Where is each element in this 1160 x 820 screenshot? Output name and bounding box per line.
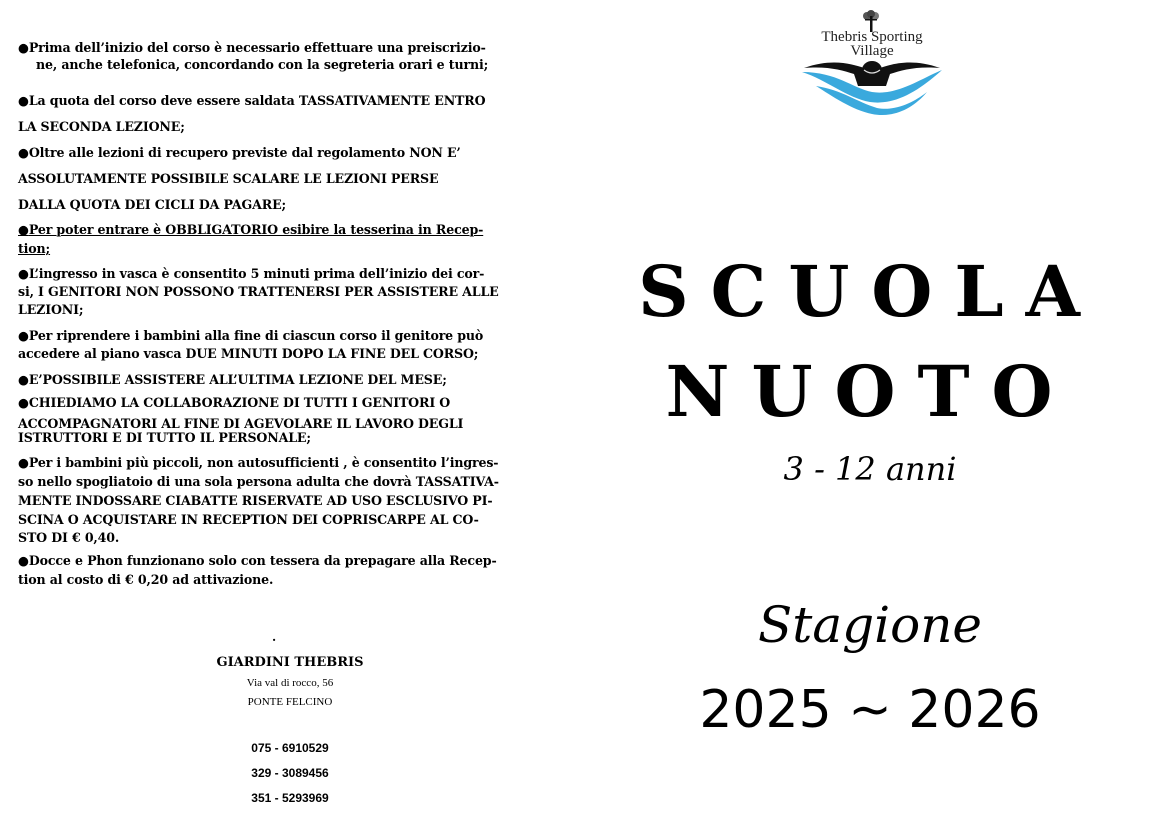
title-nuoto: NUOTO (665, 350, 1075, 433)
rule-line: MENTE INDOSSARE CIABATTE RISERVATE AD USO ESCLUSIVO PI- (18, 493, 493, 508)
dot-mark: . (272, 630, 277, 644)
rule-line: SCINA O ACQUISTARE IN RECEPTION DEI COPRISCARPE AL CO- (18, 512, 479, 527)
rule-line: tion; (18, 241, 51, 256)
rule-line: ISTRUTTORI E DI TUTTO IL PERSONALE; (18, 430, 311, 445)
logo (802, 8, 942, 118)
logo-subtitle: Village (850, 43, 894, 59)
title-scuola: SCUOLA (638, 250, 1102, 333)
phone-number: 075 - 6910529 (251, 741, 329, 755)
venue-city: PONTE FELCINO (247, 696, 333, 708)
rule-line: si, I GENITORI NON POSSONO TRATTENERSI PER ASSISTERE ALLE (18, 284, 499, 299)
logo-title: Thebris Sporting (821, 29, 923, 45)
rule-line: ●Per poter entrare è OBBLIGATORIO esibire la tesserina in Recep- (18, 222, 484, 237)
rule-line: ASSOLUTAMENTE POSSIBILE SCALARE LE LEZIONI PERSE (18, 171, 439, 186)
rule-line: ●Docce e Phon funzionano solo con tessera da prepagare alla Recep- (18, 553, 497, 568)
rule-line: LEZIONI; (18, 302, 84, 317)
season-label: Stagione (757, 596, 983, 654)
cover-panel (580, 0, 1160, 820)
rule-line: ●Per riprendere i bambini alla fine di ciascun corso il genitore può (18, 328, 484, 343)
rule-line: ●Oltre alle lezioni di recupero previste dal regolamento NON E’ (18, 145, 461, 160)
rule-line: accedere al piano vasca DUE MINUTI DOPO LA FINE DEL CORSO; (18, 346, 479, 361)
rule-line: ●Per i bambini più piccoli, non autosufficienti , è consentito l’ingres- (18, 455, 499, 470)
rule-line: ●L’ingresso in vasca è consentito 5 minuti prima dell’inizio dei cor- (18, 266, 485, 281)
rule-line: ●CHIEDIAMO LA COLLABORAZIONE DI TUTTI I GENITORI O (18, 395, 451, 410)
rule-line: so nello spogliatoio di una sola persona adulta che dovrà TASSATIVA- (18, 474, 499, 489)
rule-line: ACCOMPAGNATORI AL FINE DI AGEVOLARE IL LAVORO DEGLI (18, 416, 464, 431)
rule-line: ●E’POSSIBILE ASSISTERE ALL’ULTIMA LEZIONE DEL MESE; (18, 372, 447, 387)
rule-line: LA SECONDA LEZIONE; (18, 119, 185, 134)
rule-line: tion al costo di € 0,20 ad attivazione. (18, 572, 274, 587)
phone-number: 351 - 5293969 (251, 791, 329, 805)
phone-number: 329 - 3089456 (251, 766, 329, 780)
venue-address: Via val di rocco, 56 (246, 677, 334, 689)
season-years: 2025 ~ 2026 (699, 680, 1041, 740)
rule-line: STO DI € 0,40. (18, 530, 120, 545)
venue-name: GIARDINI THEBRIS (216, 655, 364, 670)
swimmer-icon (802, 56, 942, 116)
rule-line: ●La quota del corso deve essere saldata TASSATIVAMENTE ENTRO (18, 93, 486, 108)
age-range: 3 - 12 anni (783, 450, 957, 488)
rule-line: ●Prima dell’inizio del corso è necessario effettuare una preiscrizio- (18, 40, 486, 55)
rule-line: ne, anche telefonica, concordando con la segreteria orari e turni; (36, 57, 489, 72)
rule-line: DALLA QUOTA DEI CICLI DA PAGARE; (18, 197, 287, 212)
